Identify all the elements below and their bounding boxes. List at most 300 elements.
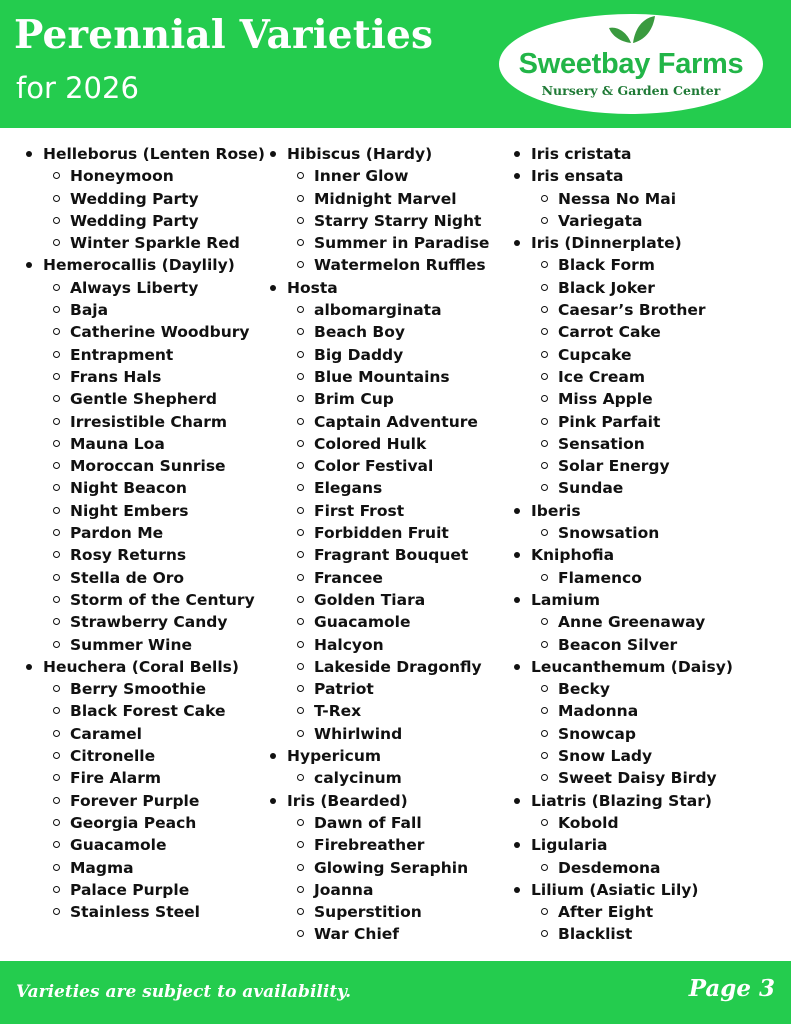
page-number: Page 3 — [688, 975, 775, 1002]
circle-bullet-icon — [297, 507, 304, 514]
circle-bullet-icon — [541, 351, 548, 358]
circle-bullet-icon — [541, 730, 548, 737]
circle-bullet-icon — [53, 841, 60, 848]
variety-item — [268, 210, 489, 232]
variety-name: Dawn of Fall — [314, 813, 422, 832]
variety-name: Halcyon — [314, 635, 384, 654]
bullet-icon — [26, 664, 32, 670]
variety-name: Baja — [70, 301, 109, 320]
bullet-icon — [514, 842, 520, 848]
variety-name: Storm of the Century — [70, 590, 255, 609]
variety-name: Miss Apple — [558, 390, 653, 409]
plant-list — [24, 143, 265, 923]
genus-item — [512, 544, 733, 566]
circle-bullet-icon — [541, 462, 548, 469]
bullet-icon — [514, 597, 520, 603]
variety-item — [268, 901, 489, 923]
variety-item — [24, 901, 265, 923]
variety-item — [24, 834, 265, 856]
variety-item — [24, 165, 265, 187]
genus-name: Hosta — [287, 278, 338, 297]
genus-name: Iris cristata — [531, 145, 632, 163]
circle-bullet-icon — [297, 908, 304, 915]
variety-name: Guacamole — [70, 836, 167, 855]
circle-bullet-icon — [297, 217, 304, 224]
circle-bullet-icon — [297, 551, 304, 558]
genus-name: Kniphofia — [531, 546, 615, 565]
variety-item — [268, 634, 489, 656]
variety-name: Variegata — [558, 211, 643, 230]
circle-bullet-icon — [297, 774, 304, 781]
genus-name: Lilium (Asiatic Lily) — [531, 880, 699, 899]
column-2 — [268, 143, 489, 946]
circle-bullet-icon — [297, 886, 304, 893]
variety-item — [512, 277, 733, 299]
variety-item — [24, 388, 265, 410]
variety-name: Honeymoon — [70, 167, 174, 186]
circle-bullet-icon — [53, 551, 60, 558]
circle-bullet-icon — [53, 908, 60, 915]
variety-item — [268, 477, 489, 499]
variety-name: Whirlwind — [314, 724, 403, 743]
bullet-icon — [514, 173, 520, 179]
variety-item — [24, 879, 265, 901]
circle-bullet-icon — [297, 819, 304, 826]
circle-bullet-icon — [297, 618, 304, 625]
circle-bullet-icon — [53, 730, 60, 737]
variety-item — [268, 321, 489, 343]
genus-name: Heuchera (Coral Bells) — [43, 657, 239, 676]
variety-name: Desdemona — [558, 858, 661, 877]
variety-name: Guacamole — [314, 613, 411, 632]
circle-bullet-icon — [297, 261, 304, 268]
circle-bullet-icon — [53, 685, 60, 692]
circle-bullet-icon — [541, 707, 548, 714]
variety-item — [512, 723, 733, 745]
variety-item — [24, 857, 265, 879]
variety-name: albomarginata — [314, 301, 442, 320]
variety-item — [268, 411, 489, 433]
variety-item — [24, 366, 265, 388]
variety-name: Wedding Party — [70, 189, 199, 208]
variety-name: Night Beacon — [70, 479, 187, 498]
circle-bullet-icon — [541, 819, 548, 826]
header-banner — [0, 0, 791, 128]
variety-item — [512, 455, 733, 477]
circle-bullet-icon — [297, 730, 304, 737]
leaf-icon — [607, 14, 657, 44]
genus-item — [268, 143, 489, 165]
variety-name: Colored Hulk — [314, 434, 427, 453]
circle-bullet-icon — [297, 663, 304, 670]
logo-name: Sweetbay Farms — [518, 48, 744, 80]
variety-item — [512, 857, 733, 879]
bullet-icon — [514, 552, 520, 558]
bullet-icon — [26, 262, 32, 268]
circle-bullet-icon — [53, 707, 60, 714]
variety-name: Stainless Steel — [70, 903, 200, 922]
variety-name: Frans Hals — [70, 367, 162, 386]
circle-bullet-icon — [541, 774, 548, 781]
variety-item — [24, 723, 265, 745]
variety-name: Kobold — [558, 813, 619, 832]
variety-name: Inner Glow — [314, 167, 409, 186]
variety-item — [268, 455, 489, 477]
variety-name: Firebreather — [314, 836, 425, 855]
variety-item — [512, 366, 733, 388]
bullet-icon — [514, 664, 520, 670]
variety-item — [268, 500, 489, 522]
variety-name: Glowing Seraphin — [314, 858, 469, 877]
variety-name: Madonna — [558, 702, 639, 721]
variety-item — [512, 477, 733, 499]
variety-name: Strawberry Candy — [70, 613, 228, 632]
circle-bullet-icon — [53, 172, 60, 179]
genus-item — [512, 589, 733, 611]
variety-name: Georgia Peach — [70, 813, 197, 832]
bullet-icon — [514, 798, 520, 804]
genus-item — [268, 745, 489, 767]
variety-item — [24, 812, 265, 834]
circle-bullet-icon — [541, 261, 548, 268]
bullet-icon — [270, 753, 276, 759]
genus-item — [24, 254, 265, 276]
circle-bullet-icon — [53, 864, 60, 871]
circle-bullet-icon — [541, 484, 548, 491]
variety-item — [268, 544, 489, 566]
genus-name: Helleborus (Lenten Rose) — [43, 145, 265, 163]
variety-item — [512, 812, 733, 834]
variety-name: Fire Alarm — [70, 769, 162, 788]
variety-item — [512, 210, 733, 232]
genus-item — [24, 656, 265, 678]
variety-name: Francee — [314, 568, 383, 587]
variety-name: Captain Adventure — [314, 412, 478, 431]
genus-item — [512, 232, 733, 254]
variety-name: Forever Purple — [70, 791, 200, 810]
variety-name: Wedding Party — [70, 211, 199, 230]
genus-item — [268, 790, 489, 812]
variety-name: Brim Cup — [314, 390, 394, 409]
variety-name: Irresistible Charm — [70, 412, 228, 431]
bullet-icon — [514, 151, 520, 157]
genus-name: Iberis — [531, 501, 581, 520]
variety-item — [512, 188, 733, 210]
circle-bullet-icon — [53, 306, 60, 313]
variety-name: Lakeside Dragonfly — [314, 657, 482, 676]
variety-item — [24, 700, 265, 722]
variety-name: Fragrant Bouquet — [314, 546, 469, 565]
variety-item — [512, 433, 733, 455]
variety-item — [512, 522, 733, 544]
circle-bullet-icon — [541, 752, 548, 759]
circle-bullet-icon — [53, 529, 60, 536]
circle-bullet-icon — [53, 797, 60, 804]
variety-item — [512, 388, 733, 410]
variety-name: Nessa No Mai — [558, 189, 677, 208]
variety-item — [268, 812, 489, 834]
variety-item — [268, 344, 489, 366]
page-subtitle: for 2026 — [16, 71, 139, 105]
variety-name: War Chief — [314, 925, 400, 944]
circle-bullet-icon — [297, 707, 304, 714]
variety-name: Sensation — [558, 434, 645, 453]
variety-name: Snowsation — [558, 524, 660, 543]
circle-bullet-icon — [53, 328, 60, 335]
variety-name: Snowcap — [558, 724, 636, 743]
variety-item — [268, 254, 489, 276]
genus-name: Ligularia — [531, 836, 608, 855]
circle-bullet-icon — [53, 418, 60, 425]
variety-name: Gentle Shepherd — [70, 390, 217, 409]
variety-name: Citronelle — [70, 747, 156, 766]
variety-name: Color Festival — [314, 457, 434, 476]
variety-item — [268, 767, 489, 789]
variety-name: Summer Wine — [70, 635, 193, 654]
footer-banner — [0, 961, 791, 1024]
variety-item — [24, 678, 265, 700]
variety-name: Forbidden Fruit — [314, 524, 449, 543]
variety-item — [24, 745, 265, 767]
circle-bullet-icon — [297, 328, 304, 335]
circle-bullet-icon — [541, 685, 548, 692]
availability-note: Varieties are subject to availability. — [16, 982, 352, 1002]
circle-bullet-icon — [297, 930, 304, 937]
variety-item — [24, 790, 265, 812]
variety-item — [24, 455, 265, 477]
circle-bullet-icon — [53, 195, 60, 202]
genus-item — [512, 500, 733, 522]
circle-bullet-icon — [541, 306, 548, 313]
variety-name: T-Rex — [314, 702, 362, 721]
genus-item — [512, 879, 733, 901]
circle-bullet-icon — [53, 239, 60, 246]
variety-item — [512, 299, 733, 321]
column-3 — [512, 143, 733, 946]
circle-bullet-icon — [297, 351, 304, 358]
variety-name: Pink Parfait — [558, 412, 661, 431]
variety-item — [268, 567, 489, 589]
genus-item — [512, 834, 733, 856]
variety-name: Solar Energy — [558, 457, 670, 476]
variety-name: Snow Lady — [558, 747, 653, 766]
variety-item — [24, 232, 265, 254]
variety-item — [24, 210, 265, 232]
variety-item — [268, 366, 489, 388]
variety-name: calycinum — [314, 769, 402, 788]
variety-item — [268, 522, 489, 544]
variety-name: Entrapment — [70, 345, 174, 364]
circle-bullet-icon — [297, 395, 304, 402]
variety-name: Palace Purple — [70, 880, 190, 899]
variety-name: Rosy Returns — [70, 546, 187, 565]
circle-bullet-icon — [53, 752, 60, 759]
genus-name: Iris (Dinnerplate) — [531, 234, 682, 253]
circle-bullet-icon — [541, 328, 548, 335]
variety-item — [24, 344, 265, 366]
circle-bullet-icon — [541, 529, 548, 536]
circle-bullet-icon — [297, 574, 304, 581]
variety-item — [268, 656, 489, 678]
variety-item — [268, 188, 489, 210]
circle-bullet-icon — [297, 306, 304, 313]
variety-name: Caesar’s Brother — [558, 301, 706, 320]
variety-item — [512, 611, 733, 633]
column-1 — [24, 143, 265, 923]
variety-item — [24, 544, 265, 566]
circle-bullet-icon — [53, 351, 60, 358]
circle-bullet-icon — [53, 886, 60, 893]
variety-name: Joanna — [314, 880, 374, 899]
variety-name: Summer in Paradise — [314, 234, 490, 253]
circle-bullet-icon — [53, 217, 60, 224]
variety-item — [268, 700, 489, 722]
circle-bullet-icon — [541, 395, 548, 402]
bullet-icon — [514, 240, 520, 246]
plant-list — [268, 143, 489, 946]
variety-name: Beach Boy — [314, 323, 405, 342]
variety-item — [512, 745, 733, 767]
genus-name: Hypericum — [287, 747, 382, 766]
variety-item — [512, 254, 733, 276]
variety-item — [24, 611, 265, 633]
variety-name: Magma — [70, 858, 134, 877]
variety-name: After Eight — [558, 903, 654, 922]
variety-name: Watermelon Ruffles — [314, 256, 486, 275]
variety-name: First Frost — [314, 501, 405, 520]
variety-item — [268, 879, 489, 901]
circle-bullet-icon — [297, 864, 304, 871]
variety-item — [24, 589, 265, 611]
circle-bullet-icon — [541, 284, 548, 291]
variety-name: Starry Starry Night — [314, 211, 482, 230]
bullet-icon — [270, 151, 276, 157]
variety-name: Night Embers — [70, 501, 189, 520]
genus-name: Hibiscus (Hardy) — [287, 145, 433, 163]
variety-name: Black Forest Cake — [70, 702, 226, 721]
variety-item — [24, 299, 265, 321]
variety-name: Always Liberty — [70, 278, 199, 297]
circle-bullet-icon — [53, 373, 60, 380]
variety-item — [24, 767, 265, 789]
circle-bullet-icon — [53, 596, 60, 603]
variety-name: Moroccan Sunrise — [70, 457, 226, 476]
variety-name: Patriot — [314, 680, 374, 699]
variety-item — [24, 321, 265, 343]
variety-item — [268, 923, 489, 945]
genus-item — [512, 790, 733, 812]
variety-name: Golden Tiara — [314, 590, 426, 609]
variety-item — [24, 522, 265, 544]
circle-bullet-icon — [297, 841, 304, 848]
variety-item — [268, 723, 489, 745]
variety-item — [268, 232, 489, 254]
variety-name: Superstition — [314, 903, 422, 922]
genus-name: Hemerocallis (Daylily) — [43, 256, 235, 275]
circle-bullet-icon — [53, 507, 60, 514]
circle-bullet-icon — [297, 641, 304, 648]
variety-item — [24, 634, 265, 656]
variety-item — [512, 567, 733, 589]
variety-item — [24, 411, 265, 433]
variety-item — [24, 433, 265, 455]
circle-bullet-icon — [541, 373, 548, 380]
variety-item — [268, 857, 489, 879]
variety-name: Beacon Silver — [558, 635, 678, 654]
genus-name: Iris ensata — [531, 167, 624, 186]
circle-bullet-icon — [297, 596, 304, 603]
circle-bullet-icon — [541, 641, 548, 648]
circle-bullet-icon — [297, 373, 304, 380]
variety-item — [268, 678, 489, 700]
bullet-icon — [514, 508, 520, 514]
circle-bullet-icon — [297, 195, 304, 202]
genus-item — [512, 143, 733, 165]
circle-bullet-icon — [541, 574, 548, 581]
genus-name: Iris (Bearded) — [287, 791, 408, 810]
variety-item — [512, 923, 733, 945]
circle-bullet-icon — [53, 819, 60, 826]
variety-name: Elegans — [314, 479, 383, 498]
variety-item — [512, 901, 733, 923]
variety-name: Catherine Woodbury — [70, 323, 250, 342]
genus-item — [268, 277, 489, 299]
circle-bullet-icon — [53, 462, 60, 469]
variety-name: Black Form — [558, 256, 655, 275]
genus-name: Leucanthemum (Daisy) — [531, 657, 733, 676]
page-title: Perennial Varieties — [14, 12, 434, 58]
circle-bullet-icon — [297, 418, 304, 425]
variety-name: Anne Greenaway — [558, 613, 706, 632]
circle-bullet-icon — [53, 284, 60, 291]
genus-item — [24, 143, 265, 165]
variety-name: Carrot Cake — [558, 323, 661, 342]
variety-item — [268, 433, 489, 455]
variety-name: Mauna Loa — [70, 434, 165, 453]
circle-bullet-icon — [297, 462, 304, 469]
genus-item — [512, 165, 733, 187]
variety-item — [512, 344, 733, 366]
variety-name: Winter Sparkle Red — [70, 234, 240, 253]
variety-name: Sundae — [558, 479, 624, 498]
variety-name: Midnight Marvel — [314, 189, 457, 208]
circle-bullet-icon — [541, 418, 548, 425]
logo — [499, 14, 763, 114]
variety-item — [268, 299, 489, 321]
circle-bullet-icon — [53, 484, 60, 491]
variety-item — [512, 321, 733, 343]
variety-item — [24, 277, 265, 299]
circle-bullet-icon — [541, 618, 548, 625]
variety-name: Black Joker — [558, 278, 655, 297]
variety-name: Pardon Me — [70, 524, 164, 543]
circle-bullet-icon — [297, 239, 304, 246]
circle-bullet-icon — [541, 930, 548, 937]
logo-tagline: Nursery & Garden Center — [541, 83, 721, 98]
circle-bullet-icon — [53, 440, 60, 447]
variety-item — [512, 700, 733, 722]
variety-item — [512, 678, 733, 700]
variety-item — [24, 567, 265, 589]
variety-item — [24, 188, 265, 210]
circle-bullet-icon — [297, 529, 304, 536]
variety-name: Stella de Oro — [70, 568, 185, 587]
variety-item — [268, 388, 489, 410]
bullet-icon — [26, 151, 32, 157]
genus-item — [512, 656, 733, 678]
variety-name: Becky — [558, 680, 610, 699]
variety-item — [268, 165, 489, 187]
